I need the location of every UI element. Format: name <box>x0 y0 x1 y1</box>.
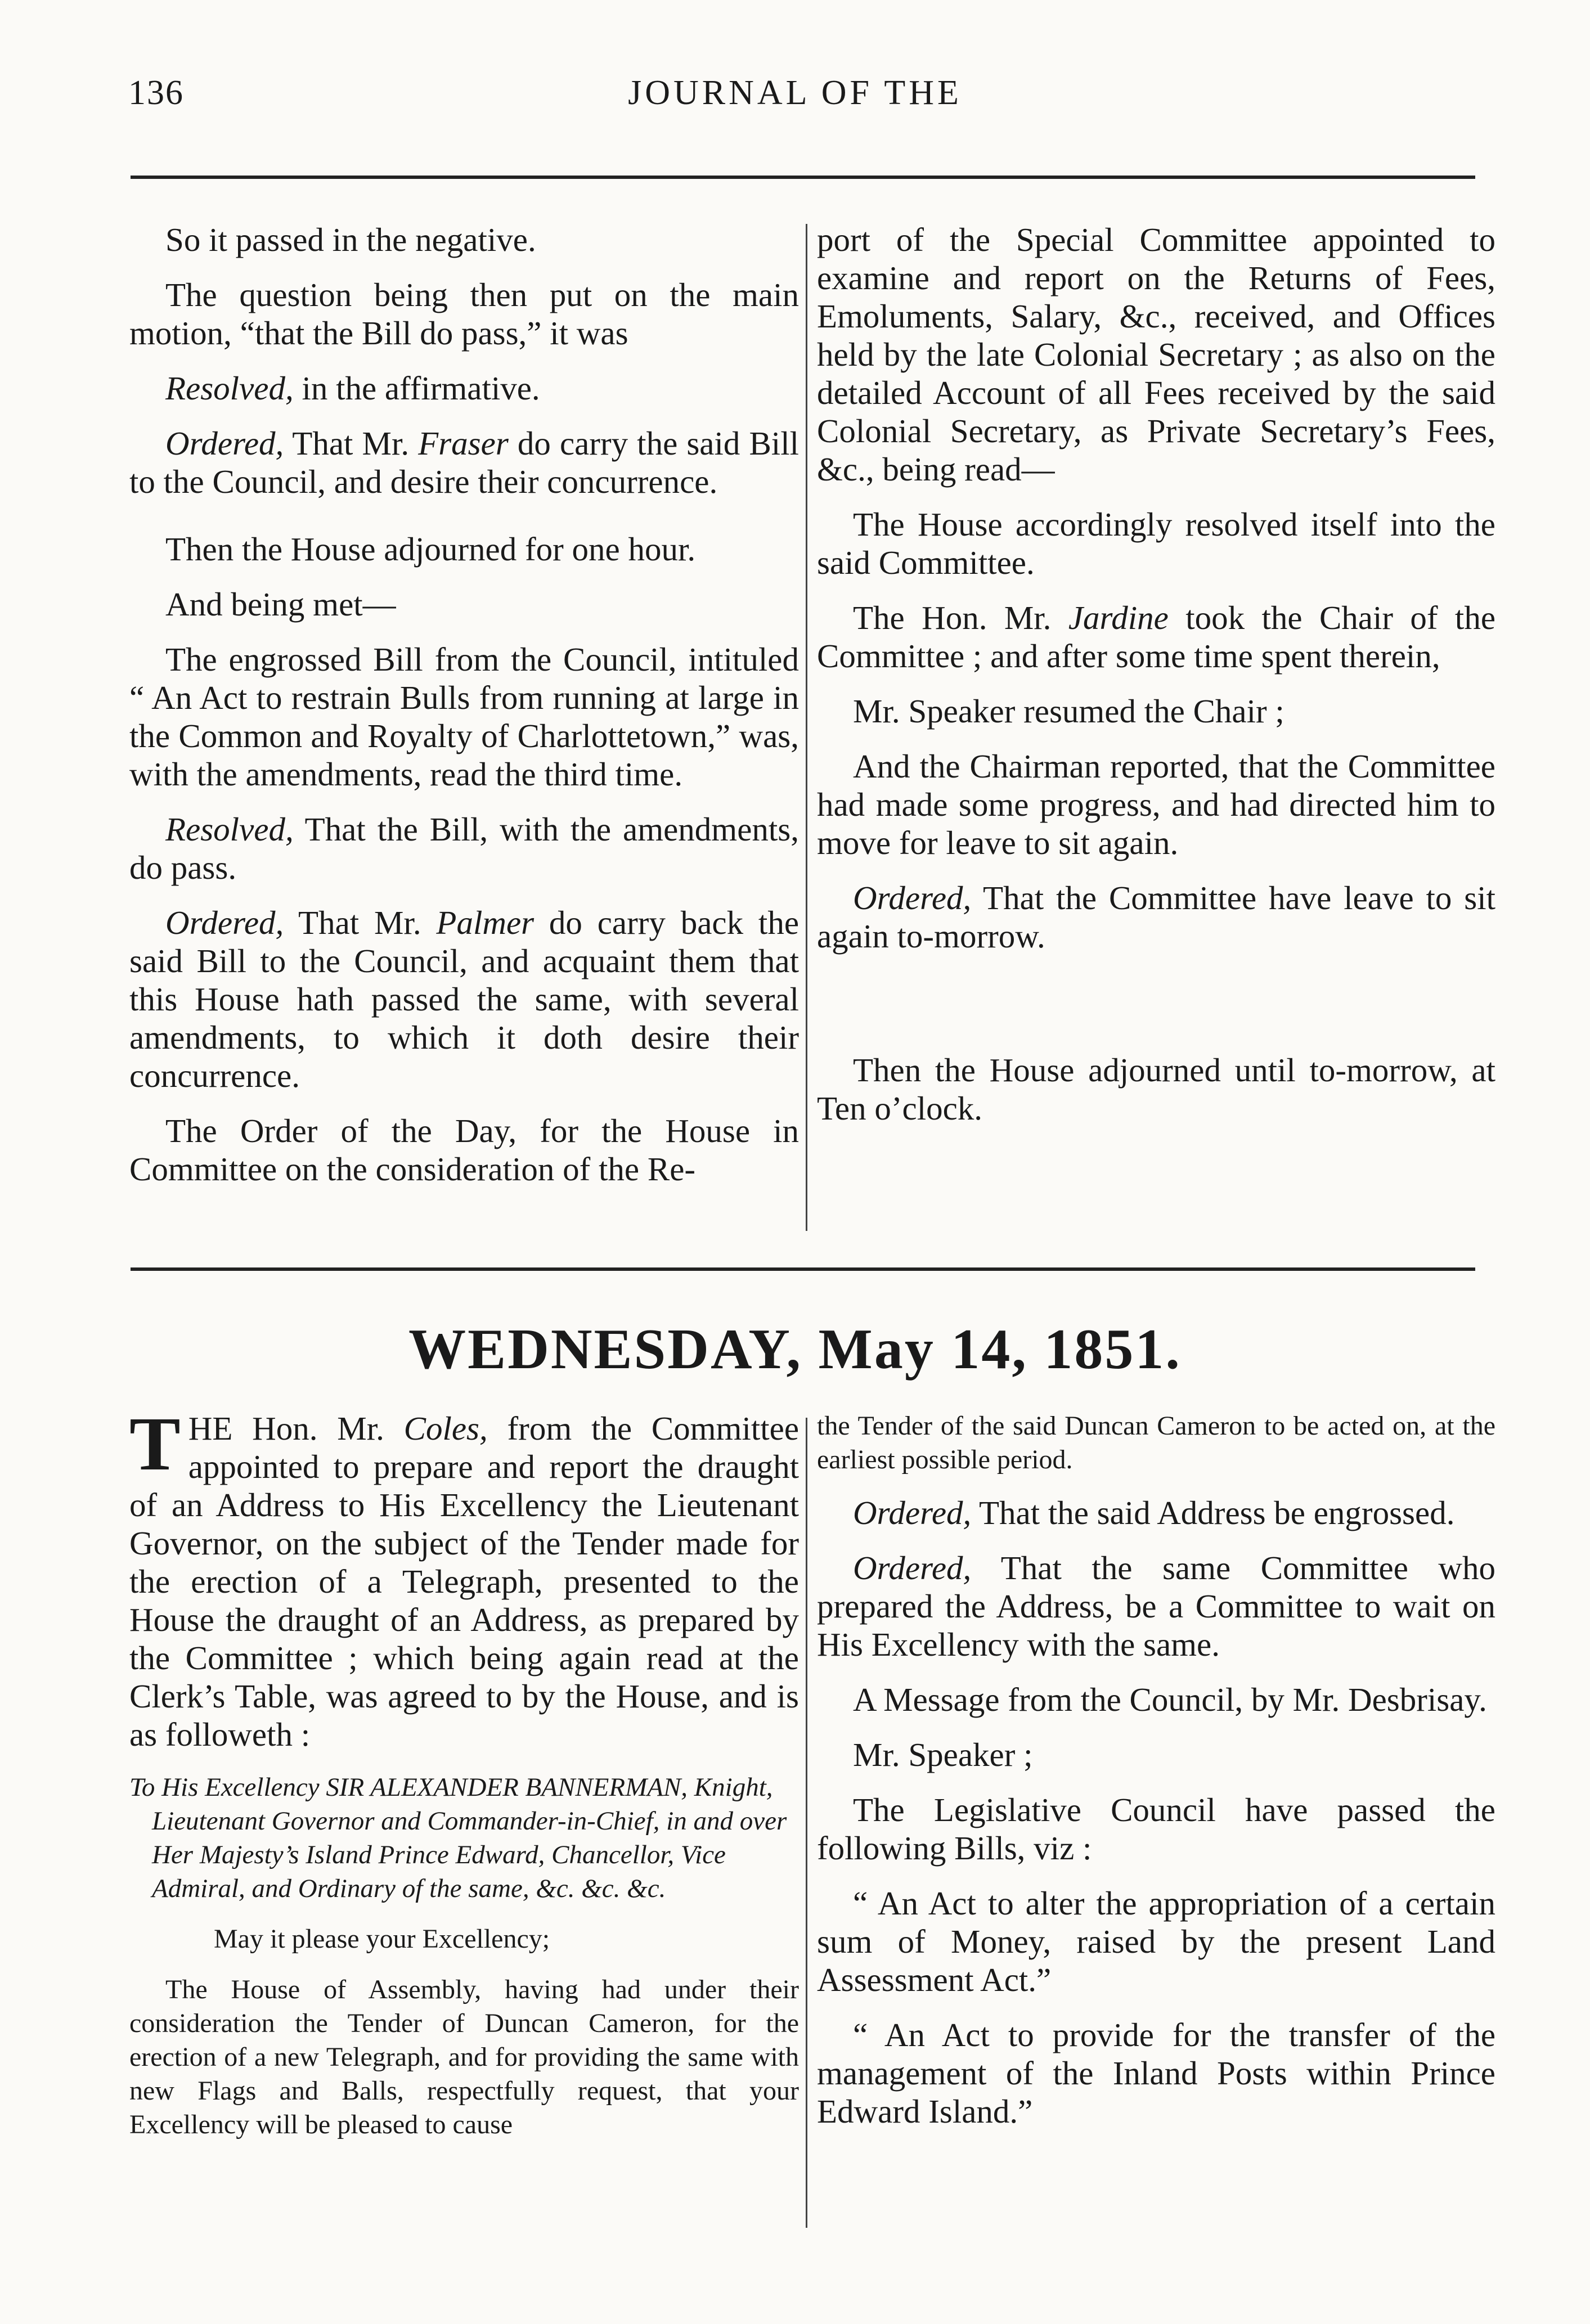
paragraph <box>129 903 799 1095</box>
text: from the Committee appointed to prepare and report the draught of an Address to His Excellency the Lieutenant Governor, on the subject of the Tender made for the erection of a Telegraph, presented to the House the draught of an Address, as prepared by the Committee ; which being again read at the Clerk’s Table, was agreed to by the House, and is as followeth : <box>129 1410 799 1753</box>
paragraph: And being met— <box>165 586 396 623</box>
paragraph <box>129 424 799 501</box>
text: That the said Address be engrossed. <box>971 1494 1455 1531</box>
address-body-continued: the Tender of the said Duncan Cameron to be acted on, at the earliest possible period. <box>817 1411 1495 1475</box>
paragraph: The Order of the Day, for the House in Committee on the consideration of the Re- <box>129 1112 799 1188</box>
member-name: Coles, <box>403 1410 488 1447</box>
paragraph: The question being then put on the main motion, “that the Bill do pass,” it was <box>129 276 799 352</box>
text: do carry the said Bill to the Council, and desire their concurrence. <box>129 425 799 500</box>
emphasis: Ordered, <box>853 1549 972 1586</box>
paragraph <box>129 810 799 887</box>
header-rule <box>131 176 1475 179</box>
paragraph: A Message from the Council, by Mr. Desbrisay. <box>853 1681 1487 1718</box>
text: HE Hon. Mr. <box>188 1410 404 1447</box>
text: That the Bill, with the amendments, do pass. <box>129 811 799 886</box>
page-header <box>0 73 1590 124</box>
column-divider <box>806 1418 807 2228</box>
paragraph <box>129 369 799 407</box>
text: That the Committee have leave to sit again to-morrow. <box>817 879 1495 955</box>
page-number: 136 <box>128 74 184 112</box>
paragraph <box>817 599 1495 675</box>
upper-left-column <box>129 221 799 1205</box>
paragraph <box>817 1549 1495 1664</box>
member-name: Palmer <box>436 904 535 941</box>
paragraph: The engrossed Bill from the Council, intituled “ An Act to restrain Bulls from running at large in the Common and Royalty of Charlottetown,” was, with the amendments, read the third time. <box>129 641 799 793</box>
text: That the same Committee who prepared the Address, be a Committee to wait on His Excellency with the same. <box>817 1549 1495 1663</box>
day-heading: WEDNESDAY, May 14, 1851. <box>408 1318 1182 1381</box>
running-head: JOURNAL OF THE <box>628 74 962 112</box>
emphasis: Ordered, <box>853 879 972 916</box>
section-rule <box>131 1267 1475 1271</box>
emphasis: Resolved, <box>165 370 294 407</box>
emphasis: Ordered, <box>853 1494 972 1531</box>
column-divider <box>806 224 807 1231</box>
emphasis: Ordered, <box>165 904 284 941</box>
paragraph: Mr. Speaker ; <box>853 1736 1033 1773</box>
emphasis: Resolved, <box>165 811 294 848</box>
upper-right-column <box>817 221 1495 1144</box>
paragraph: The House accordingly resolved itself into the said Committee. <box>817 506 1495 581</box>
address-superscription: To His Excellency SIR ALEXANDER BANNERMAN, Knight, Lieutenant Governor and Commander-in-Chief, in and over Her Majesty’s Island Prince Edward, Chancellor, Vice Admiral, and Ordinary of the same, &c. &c. &c. <box>129 1773 787 1903</box>
text: The Hon. Mr. <box>853 599 1068 636</box>
bill-title: “ An Act to alter the appropriation of a certain sum of Money, raised by the present Land Assessment Act.” <box>817 1885 1495 1998</box>
paragraph: Then the House adjourned until to-morrow, at Ten o’clock. <box>817 1051 1495 1127</box>
lower-right-column <box>817 1409 1495 2147</box>
paragraph: And the Chairman reported, that the Committee had made some progress, and had directed him to move for leave to sit again. <box>817 748 1495 861</box>
salutation: May it please your Excellency; <box>214 1924 550 1954</box>
address-body: The House of Assembly, having had under their consideration the Tender of Duncan Cameron, for the erection of a new Telegraph, and for providing the same with new Flags and Balls, respectfully request, that your Excellency will be pleased to cause <box>129 1975 799 2139</box>
paragraph <box>817 1494 1495 1532</box>
text: in the affirmative. <box>293 370 540 407</box>
member-name: Fraser <box>418 425 509 462</box>
paragraph: port of the Special Committee appointed to examine and report on the Returns of Fees, Emoluments, Salary, &c., received, and Offices held by the late Colonial Secretary ; as also on the detailed Account of all Fees received by the said Colonial Secretary, as Private Secretary’s Fees, &c., being read— <box>817 221 1495 488</box>
text: took the Chair of the Committee ; and after some time spent therein, <box>817 599 1496 675</box>
paragraph <box>817 879 1495 955</box>
lower-left-column <box>129 1402 799 2159</box>
paragraph: Then the House adjourned for one hour. <box>165 531 696 568</box>
emphasis: Ordered, <box>165 425 284 462</box>
text: do carry back the said Bill to the Council, and acquaint them that this House hath passed the same, with several amendments, to which it doth desire their concurrence. <box>129 904 800 1094</box>
paragraph: Mr. Speaker resumed the Chair ; <box>853 693 1284 730</box>
text: That Mr. <box>284 425 419 462</box>
bill-title: “ An Act to provide for the transfer of the management of the Inland Posts within Prince Edward Island.” <box>817 2016 1495 2130</box>
paragraph: The Legislative Council have passed the following Bills, viz : <box>817 1791 1495 1867</box>
drop-cap: T <box>129 1402 181 1486</box>
paragraph <box>129 1402 799 1754</box>
paragraph: So it passed in the negative. <box>165 221 536 258</box>
member-name: Jardine <box>1068 599 1169 636</box>
text: That Mr. <box>284 904 437 941</box>
